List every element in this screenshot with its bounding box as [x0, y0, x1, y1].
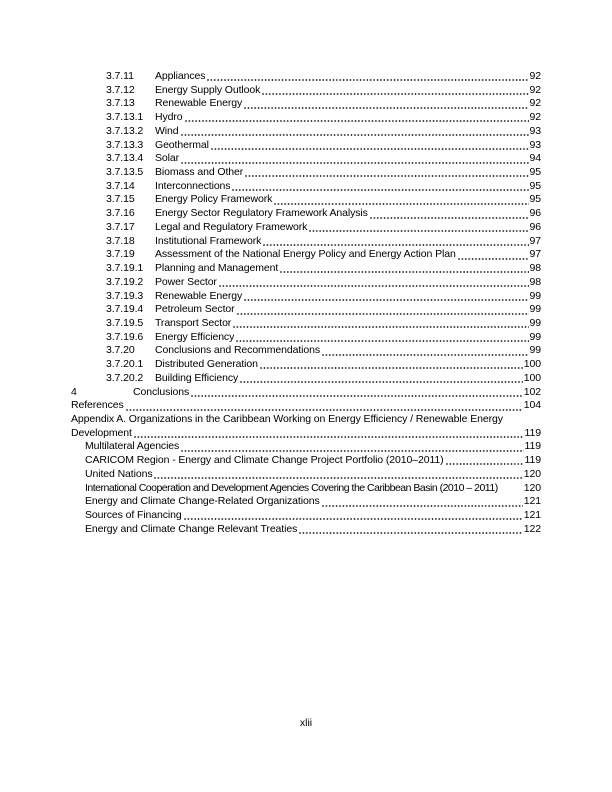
toc-entry-number: 3.7.19.2 [106, 275, 144, 288]
dot-leader [181, 134, 529, 136]
toc-entry-page: 95 [529, 179, 541, 192]
toc-entry-number: 3.7.13.1 [106, 111, 144, 124]
toc-entry [71, 495, 541, 509]
toc-entry [71, 344, 541, 358]
toc-entry-title: Conclusions [133, 385, 190, 398]
toc-entry-page: 92 [529, 97, 541, 110]
toc-entry-page: 94 [529, 152, 541, 165]
toc-entry-page: 96 [529, 207, 541, 220]
toc-entry-page: 119 [524, 454, 541, 467]
toc-entry-page: 100 [523, 371, 541, 384]
toc-entry [71, 166, 541, 180]
toc-entry-title: Multilateral Agencies [85, 440, 180, 453]
toc-entry-page: 122 [523, 522, 541, 535]
toc-entry-number: 3.7.20 [106, 344, 135, 357]
toc-entry-title: Power Sector [155, 275, 217, 288]
toc-entry [71, 440, 541, 454]
dot-leader [458, 258, 529, 260]
toc-entry [71, 454, 541, 468]
toc-entry [71, 139, 541, 153]
toc-entry [71, 97, 541, 111]
toc-entry-number: 3.7.19.1 [106, 262, 144, 275]
dot-leader [322, 505, 523, 507]
toc-entry [71, 248, 541, 262]
toc-entry-number: 4 [71, 385, 77, 398]
toc-entry-page: 120 [523, 481, 541, 494]
toc-entry-page: 93 [529, 124, 541, 137]
toc-entry-number: 3.7.18 [106, 234, 135, 247]
toc-entry [71, 193, 541, 207]
dot-leader [500, 491, 523, 493]
toc-entry-page: 99 [529, 289, 541, 302]
toc-entry-title: Interconnections [155, 179, 231, 192]
toc-entry-page: 99 [529, 316, 541, 329]
toc-entry-page: 95 [529, 166, 541, 179]
toc-entry-title: Appliances [155, 70, 206, 82]
toc-entry [71, 468, 541, 482]
dot-leader [237, 313, 529, 315]
toc-entry-title: Development [71, 426, 132, 439]
toc-entry-title: Geothermal [155, 138, 209, 151]
toc-entry-number: 3.7.13.4 [106, 152, 144, 165]
toc-entry-page: 119 [524, 426, 541, 439]
toc-entry [71, 523, 541, 537]
toc-entry-page: 120 [523, 467, 541, 480]
toc-entry-title: Appendix A. Organizations in the Caribbean Working on Energy Efficiency / Renewable Energy [71, 412, 503, 425]
dot-leader [181, 450, 523, 452]
dot-leader [154, 477, 522, 479]
dot-leader [322, 354, 529, 356]
toc-entry-title: References [71, 399, 124, 412]
toc-entry [71, 317, 541, 331]
toc-entry-title: Legal and Regulatory Framework [155, 220, 308, 233]
toc-entry-page: 102 [523, 385, 541, 398]
toc-entry [71, 358, 541, 372]
toc-entry-page: 92 [529, 70, 541, 82]
toc-entry-title: Renewable Energy [155, 289, 243, 302]
dot-leader [309, 230, 528, 232]
dot-leader [185, 120, 529, 122]
toc-entry-number: 3.7.19.5 [106, 316, 144, 329]
toc-entry-title: Energy Sector Regulatory Framework Analysis [155, 207, 368, 220]
toc-entry-number: 3.7.11 [106, 70, 134, 82]
toc-entry-title: Distributed Generation [155, 358, 258, 371]
toc-entry-title: Petroleum Sector [155, 303, 235, 316]
toc-entry-title: Energy and Climate Change Relevant Treaties [85, 522, 298, 535]
dot-leader [219, 285, 529, 287]
toc-entry-page: 119 [524, 440, 541, 453]
toc-entry-title: Institutional Framework [155, 234, 262, 247]
toc-entry [71, 482, 541, 496]
toc-entry-number: 3.7.19 [106, 248, 135, 261]
toc-entry-number: 3.7.13.2 [106, 124, 144, 137]
toc-entry-number: 3.7.16 [106, 207, 135, 220]
dot-leader [211, 148, 529, 150]
toc-entry-title: Energy Efficiency [155, 330, 235, 343]
table-of-contents [71, 70, 541, 536]
toc-entry [71, 70, 541, 84]
toc-entry-page: 99 [529, 303, 541, 316]
dot-leader [446, 463, 524, 465]
dot-leader [233, 326, 528, 328]
toc-entry-number: 3.7.13 [106, 97, 135, 110]
toc-entry [71, 331, 541, 345]
toc-entry [71, 413, 541, 427]
toc-entry-number: 3.7.12 [106, 83, 135, 96]
footer-page-number: xlii [299, 717, 313, 729]
toc-entry-title: Energy and Climate Change-Related Organizations [85, 495, 320, 508]
toc-entry [71, 386, 541, 400]
toc-entry-page: 97 [529, 234, 541, 247]
toc-entry-title: Energy Supply Outlook [155, 83, 261, 96]
dot-leader [244, 107, 528, 109]
toc-entry [71, 125, 541, 139]
toc-entry-title: Hydro [155, 111, 183, 124]
toc-entry-title: Wind [155, 124, 179, 137]
dot-leader [240, 381, 523, 383]
toc-entry-page: 98 [529, 275, 541, 288]
toc-entry-title: Building Efficiency [155, 371, 239, 384]
toc-entry-page: 95 [529, 193, 541, 206]
toc-entry-page: 96 [529, 220, 541, 233]
toc-entry-title: Transport Sector [155, 316, 232, 329]
toc-entry-page: 92 [529, 83, 541, 96]
dot-leader [260, 367, 523, 369]
dot-leader [245, 175, 528, 177]
dot-leader [274, 203, 528, 205]
toc-entry [71, 276, 541, 290]
toc-entry-title: Renewable Energy [155, 97, 243, 110]
toc-entry-number: 3.7.13.5 [106, 166, 144, 179]
dot-leader [181, 162, 529, 164]
toc-entry-page: 104 [523, 399, 541, 412]
toc-entry-number: 3.7.19.4 [106, 303, 144, 316]
toc-entry-number: 3.7.20.1 [106, 358, 144, 371]
toc-entry-page: 121 [523, 509, 541, 521]
toc-entry-title: Sources of Financing [85, 509, 182, 521]
toc-entry-title: United Nations [85, 467, 153, 480]
toc-entry-page: 99 [529, 330, 541, 343]
toc-entry-title: International Cooperation and Development Agencies Covering the Caribbean Basin (2010 – 2011) [85, 481, 498, 494]
dot-leader [370, 217, 529, 219]
toc-entry [71, 84, 541, 98]
toc-entry-number: 3.7.14 [106, 179, 135, 192]
toc-entry-title: Conclusions and Recommendations [155, 344, 320, 357]
toc-entry-page: 100 [523, 358, 541, 371]
toc-entry [71, 262, 541, 276]
toc-entry [71, 221, 541, 235]
toc-entry [71, 509, 541, 523]
dot-leader [184, 518, 523, 520]
toc-entry-page: 98 [529, 262, 541, 275]
toc-entry-number: 3.7.20.2 [106, 371, 144, 384]
toc-entry-title: CARICOM Region - Energy and Climate Change Project Portfolio (2010–2011) [85, 454, 444, 467]
toc-entry [71, 235, 541, 249]
toc-entry-number: 3.7.19.6 [106, 330, 144, 343]
toc-entry [71, 303, 541, 317]
toc-entry-title: Biomass and Other [155, 166, 244, 179]
dot-leader [280, 271, 528, 273]
toc-entry-page: 93 [529, 138, 541, 151]
toc-entry-number: 3.7.19.3 [106, 289, 144, 302]
toc-entry [71, 399, 541, 413]
dot-leader [207, 79, 528, 81]
toc-entry-title: Assessment of the National Energy Policy and Energy Action Plan [155, 248, 456, 261]
toc-entry-number: 3.7.17 [106, 220, 135, 233]
dot-leader [232, 189, 528, 191]
toc-entry [71, 111, 541, 125]
toc-entry-number: 3.7.15 [106, 193, 135, 206]
toc-entry [71, 290, 541, 304]
toc-entry [71, 427, 541, 441]
toc-entry-title: Solar [155, 152, 180, 165]
dot-leader [191, 395, 523, 397]
dot-leader [126, 409, 523, 411]
dot-leader [299, 532, 523, 534]
toc-entry [71, 152, 541, 166]
dot-leader [263, 244, 528, 246]
toc-entry-page: 97 [529, 248, 541, 261]
dot-leader [134, 436, 524, 438]
toc-entry-title: Energy Policy Framework [155, 193, 273, 206]
toc-entry [71, 207, 541, 221]
dot-leader [262, 93, 528, 95]
dot-leader [236, 340, 528, 342]
toc-entry-page: 121 [523, 495, 541, 508]
toc-entry [71, 180, 541, 194]
toc-entry [71, 372, 541, 386]
toc-entry-page: 99 [529, 344, 541, 357]
dot-leader [244, 299, 528, 301]
toc-entry-number: 3.7.13.3 [106, 138, 144, 151]
toc-entry-title: Planning and Management [155, 262, 279, 275]
toc-entry-page: 92 [529, 111, 541, 124]
